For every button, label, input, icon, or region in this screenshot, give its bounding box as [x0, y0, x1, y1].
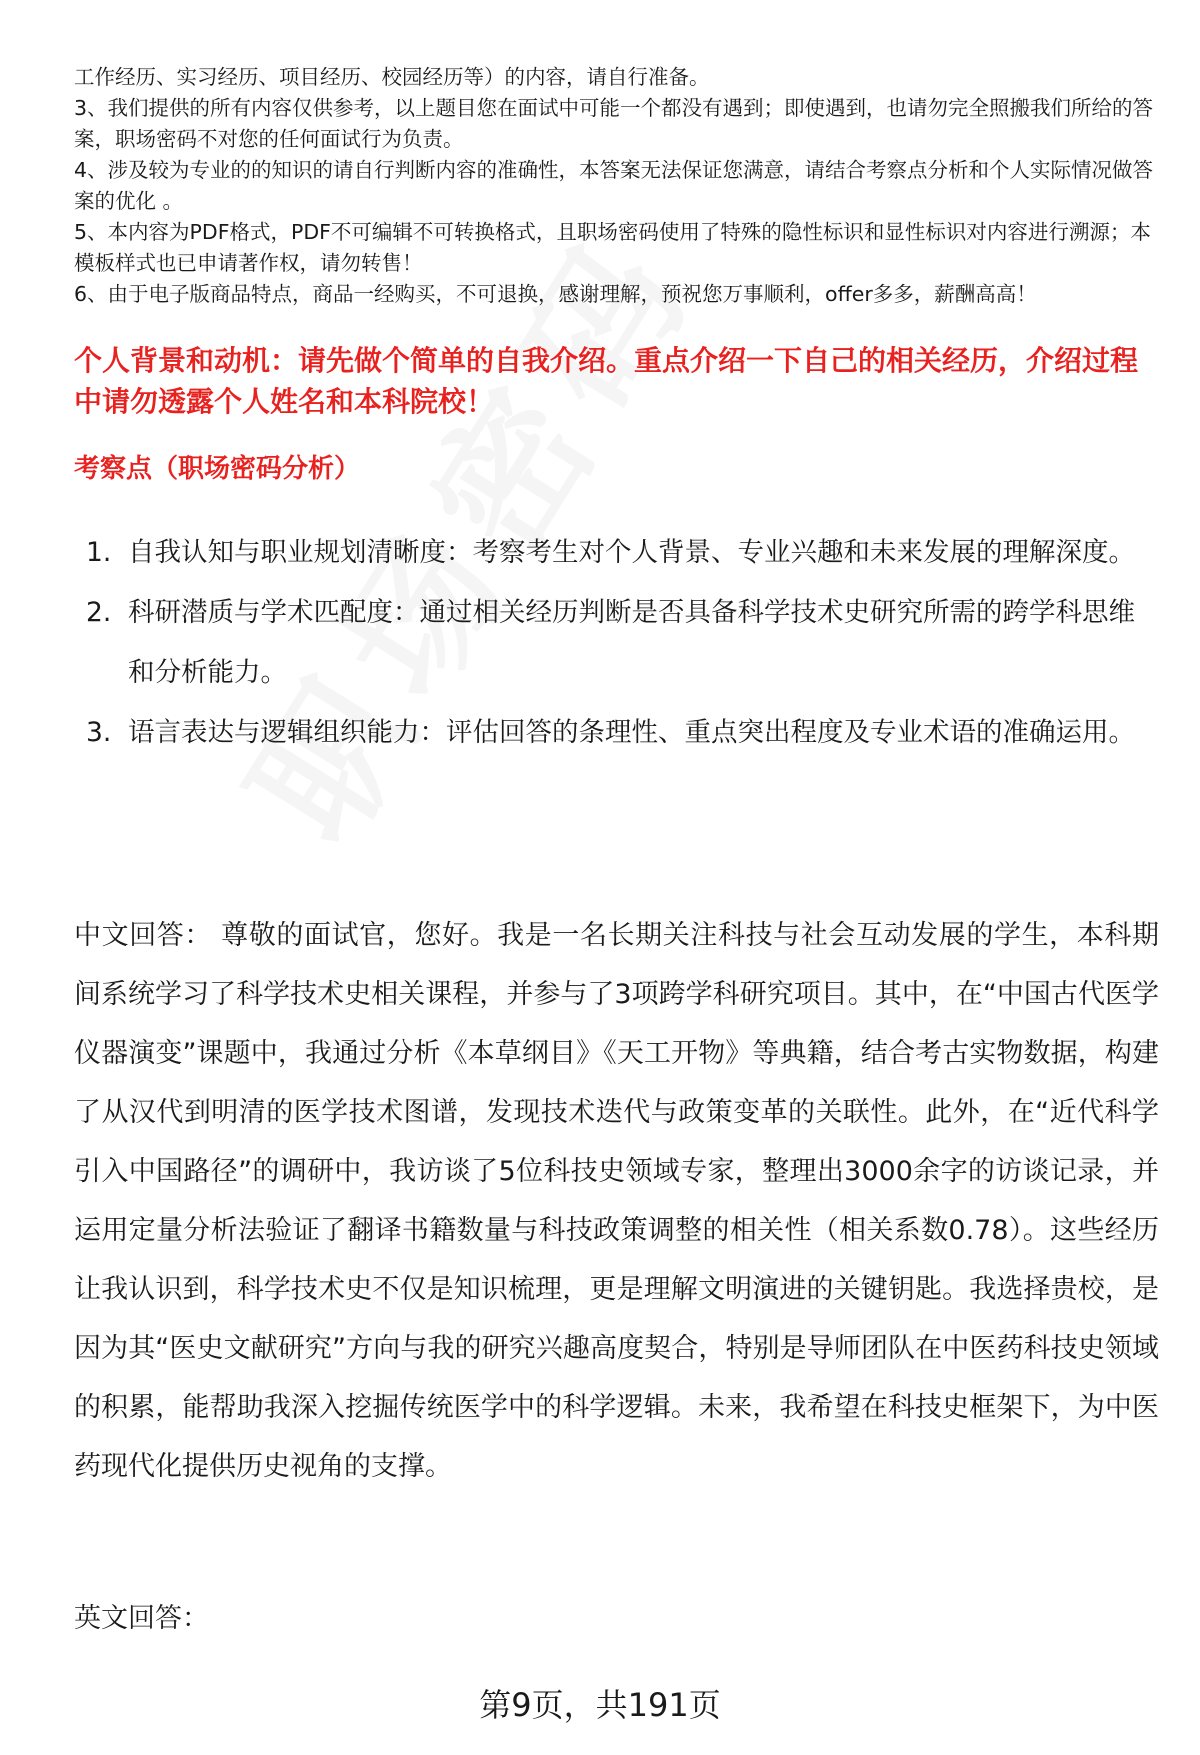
list-text: 科研潜质与学术匹配度：通过相关经历判断是否具备科学技术史研究所需的跨学科思维和分析能力。: [128, 597, 1135, 688]
list-number: 3.: [86, 717, 112, 748]
note-line: 3、我们提供的所有内容仅供参考，以上题目您在面试中可能一个都没有遇到；即使遇到，也请勿完全照搬我们所给的答案，职场密码不对您的任何面试行为负责。: [74, 96, 1154, 151]
list-item: [74, 523, 1154, 583]
points-heading: 考察点（职场密码分析）: [74, 454, 361, 484]
list-text: 自我认知与职业规划清晰度：考察考生对个人背景、专业兴趣和未来发展的理解深度。: [128, 537, 1135, 568]
list-item: [74, 703, 1154, 763]
list-item: [74, 583, 1154, 703]
note-line: 工作经历、实习经历、项目经历、校园经历等）的内容，请自行准备。: [74, 65, 710, 89]
note-line: 5、本内容为PDF格式，PDF不可编辑不可转换格式，且职场密码使用了特殊的隐性标识和显性标识对内容进行溯源；本模板样式也已申请著作权，请勿转售！: [74, 220, 1151, 275]
note-line: 4、涉及较为专业的的知识的请自行判断内容的准确性，本答案无法保证您满意，请结合考察点分析和个人实际情况做答案的优化 。: [74, 158, 1154, 213]
list-number: 2.: [86, 597, 112, 628]
page-footer: 第9页，共191页: [479, 1686, 721, 1724]
chinese-answer: 中文回答： 尊敬的面试官，您好。我是一名长期关注科技与社会互动发展的学生，本科期间系统学习了科学技术史相关课程，并参与了3项跨学科研究项目。其中，在“中国古代医学仪器演变”课题中，我通过分析《本草纲目》《天工开物》等典籍，结合考古实物数据，构建了从汉代到明清的医学技术图谱，发现技术迭代与政策变革的关联性。此外，在“近代科学引入中国路径”的调研中，我访谈了5位科技史领域专家，整理出3000余字的访谈记录，并运用定量分析法验证了翻译书籍数量与科技政策调整的相关性（相关系数0.78）。这些经历让我认识到，科学技术史不仅是知识梳理，更是理解文明演进的关键钥匙。我选择贵校，是因为其“医史文献研究”方向与我的研究兴趣高度契合，特别是导师团队在中医药科技史领域的积累，能帮助我深入挖掘传统医学中的科学逻辑。未来，我希望在科技史框架下，为中医药现代化提供历史视角的支撑。: [74, 920, 1159, 1482]
english-answer-label: 英文回答：: [74, 1603, 209, 1634]
list-number: 1.: [86, 537, 112, 568]
points-list: [74, 523, 1154, 763]
note-line: 6、由于电子版商品特点，商品一经购买，不可退换，感谢理解，预祝您万事顺利，offer多多，薪酬高高！: [74, 282, 1037, 306]
list-text: 语言表达与逻辑组织能力：评估回答的条理性、重点突出程度及专业术语的准确运用。: [128, 717, 1135, 748]
notes-block: [74, 62, 1164, 310]
question-heading: 个人背景和动机：请先做个简单的自我介绍。重点介绍一下自己的相关经历，介绍过程中请勿透露个人姓名和本科院校！: [74, 344, 1139, 418]
